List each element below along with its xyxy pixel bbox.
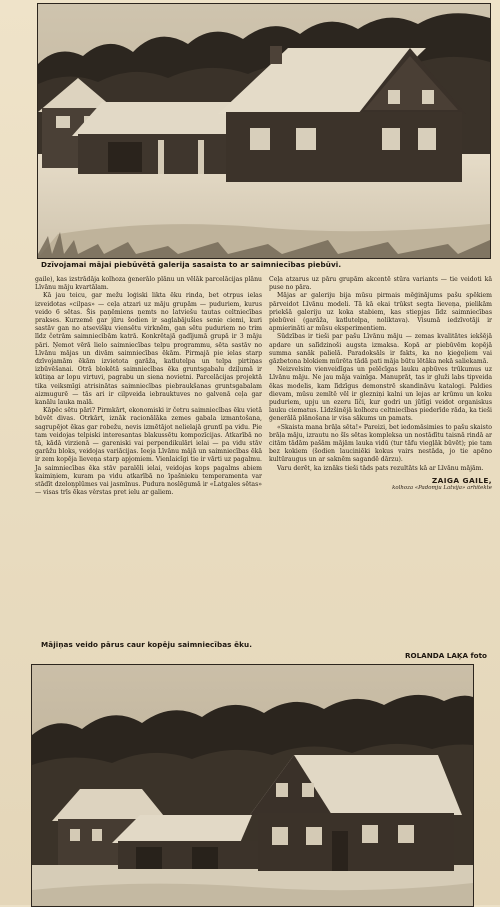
photo-of-house-with-gallery	[38, 4, 490, 258]
paragraph: Neizvelsim vienveidīgas un pelēcīgas lauku apbūves trūkumus uz Līvānu māju. Ne jau māja vainīga. Manuprāt, tas ir gluži labs tipveida ēkas modelis, kam līdzīgus demonstrē skandināvu katalogi. Paldies dievam, mūsu zemītē vēl ir glezniņi kalni un lejas ar krūmu un koku puduriem, upju un ezeru līči, kur godri un jūtīgi veidot organiskus lauku ciematus. Līdzšinējā kolhozu celtniecības piederīde rāda, ka tieši ģenerālā plānošana ir visa sākums un pamats.	[269, 366, 492, 423]
article-column-right	[269, 276, 492, 492]
author-affiliation: kolhoza «Padomju Latvija» arhitekte	[392, 485, 492, 492]
article-column-left	[35, 276, 262, 497]
photo-of-paired-houses	[32, 665, 473, 906]
paragraph: Ceļa atzarus uz pāru grupām akcentē stūra variants — tie veidoti kā puse no pāra.	[269, 276, 492, 292]
paragraph: Kāpēc sētu pāri? Pirmkārt, ekonomiski ir četru saimniecības ēku vietā būvēt divas. Otrkārt, iznāk racionālāka zemes gabala izmantošana, sagrupējot ēkas gar robežu, nevis izmētājot nelielajā gruntī pa vidu. Pie tam veidojas telpiski interesantas blakussētu kompozīcijas. Atkarībā no tā, kādā virzienā — gareniski vai perpendikulāri ielai — pa vidu stāv garāžu bloks, veidojas variācijas. Ieeja Līvānu mājā un saimniecības ēkā ir zem kopēja lieveņa starp apjomiem. Vienlaicīgi tie ir vārti uz pagalmu. Ja saimniecības ēka stāv paralēli ielai, veidojas kops pagalms abiem kaimiņiem, kuram pa vidu atkarībā no īpašnieku temperamenta var stādīt dzeloņplūmes vai jasmīnus. Pudura noslēgumā ir «Latgales sētas» — visas trīs ēkas věrstas pret ielu ar galiem.	[35, 407, 262, 497]
paragraph: Kā jau teicu, gar mežu loģiski likta ēku rinda, bet otrpus ielas izveidotas «cilpas» — ceļa atzari uz māju grupām — puduriem, kurus veido 6 sētas. Šis paņēmiens ņemts no latviešu tautas celtniecības prakses. Kurzemē gar jūru šodien ir saglabājušies senie ciemi, kuri sastāv gan no atsevišķu viensētu virknēm, gan sētu puduriem no trim līdz četrām saimniecībām katrā. Konkrētajā gadījumā grupā ir 3 māju pāri. Ņemot vērā lielo saimniecības telpu programmu, sēta sastāv no Līvānu mājas un divām saimniecības ēkām. Pirmajā pie ielas starp dzīvojamām ēkām izvietota garāža, katlutelpa un telpa pirtiņas izbūvēšanai. Otrā blokētā saimniecības ēka gruntsgabalu dziļumā ir kūtiņa ar lopu virtuvi, pagrabu un siena novietni. Parcelācijas projektā tika veiksmīgi atrisinātas saimniecības piebraukšanas gruntsgabalam aizmugurē — tās ari ir cilpveida iebrauktuves no galvenā ceļa gar kanālu lauka malā.	[35, 292, 262, 407]
paragraph: gaile), kas izstrādāja kolhoza ģenerālo plānu un vēlāk parcelācijas plānu Līvānu māju kvartālam.	[35, 276, 262, 292]
paragraph: «Skaista mana brāļa sēta!» Pareizi, bet iedomāsimies to pašu skaisto brāļa māju, izrautu no šīs sētas kompleksa un nostādītu taisnā rindā ar citām tādām pašām mājām lauka vidū (tur tāfu viegļāk būvēt); pie tam bez kokiem (šodien lauciniēki kokus vairs nestāda, jo tie apēno kultūraugus un ar saknēm sagandē dārzu).	[269, 423, 492, 464]
author-name: ZAIGA GAILE,	[431, 475, 492, 485]
paragraph: Mājas ar galeriju bija mūsu pirmais mēģinājums pašu spēkiem pārveidot Līvānu modeli. Tā kā ekai trūkst segta lieveņa, pielikām priekšā galeriju uz koka stabiem, kas stiepjas līdz saimniecības piebūvei (garāža, katlutelpa, noliktava). Visumā iedzīvotāji ir apmierināti ar mūsu eksperimentiem.	[269, 292, 492, 333]
bottom-photo	[31, 664, 474, 907]
bottom-photo-caption: Mājiņas veido pārus caur kopēju saimniecības ēku.	[41, 640, 253, 649]
photo-credit: ROLANDA LAĶA foto	[404, 651, 487, 660]
top-photo-caption: Dzīvojamai mājai piebūvētā galerija sasaista to ar saimniecības piebūvi.	[41, 260, 342, 269]
paragraph: Varu derēt, ka iznāks tieši tāds pats rezultāts kā ar Līvānu mājām.	[277, 464, 484, 472]
paragraph: Sūdzības ir tieši par pašu Līvānu māju — zemas kvalitātes iekšējā apdare un salīdzinoši augsta izmaksa. Kopā ar piebūvēm kopējā summa sanāk palielā. Paradoksāls ir fakts, ka no ķieģeļiem vai gāzbetona blokiem mūrēta tādā pati māja būtu lētāka nekā saliekamā.	[269, 333, 492, 366]
top-photo	[37, 3, 491, 259]
